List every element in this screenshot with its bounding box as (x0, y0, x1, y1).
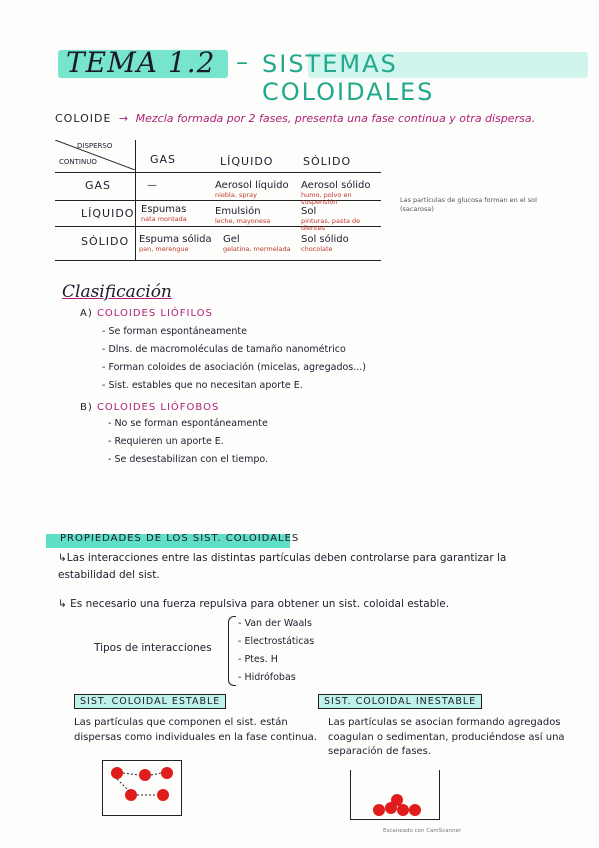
corner-continuo: CONTINUO (59, 158, 97, 166)
stable-diagram (102, 760, 182, 816)
liofilos-heading: A) COLOIDES LIÓFILOS (80, 308, 213, 319)
particle (397, 804, 409, 816)
stable-text: Las partículas que componen el sist. están dispersas como individuales en la fase continua. (74, 717, 317, 743)
list-item: - Forman coloides de asociación (micelas, agregados...) (102, 362, 367, 373)
table-cell: Emulsión leche, mayonesa (215, 206, 271, 225)
properties-paragraph-1: ↳Las interacciones entre las distintas partículas deben controlarse para garantizar la estabilidad del sist. (58, 552, 507, 581)
definition (55, 112, 535, 125)
list-item: - Dlns. de macromoléculas de tamaño nanométrico (102, 344, 346, 355)
list-item: - Van der Waals (238, 618, 312, 629)
row-label-liquido: LÍQUIDO (81, 207, 135, 220)
unstable-title: SIST. COLOIDAL INESTABLE (318, 694, 482, 709)
row-label-gas: GAS (85, 179, 112, 192)
colloid-table (55, 140, 381, 262)
definition-term: COLOIDE (55, 112, 112, 125)
definition-text: Mezcla formada por 2 fases, presenta una fase continua y otra dispersa. (135, 112, 536, 125)
list-item: - Electrostáticas (238, 636, 315, 647)
liofobos-heading: B) COLOIDES LIÓFOBOS (80, 402, 220, 413)
particle (373, 804, 385, 816)
table-header-rule (55, 172, 381, 173)
arrow-icon: → (118, 112, 129, 125)
table-bottom-rule (55, 260, 381, 261)
stable-title: SIST. COLOIDAL ESTABLE (74, 694, 226, 709)
corner-disperso: DISPERSO (77, 142, 113, 150)
title (58, 40, 578, 106)
list-item: - Hidrófobas (238, 672, 296, 683)
unstable-diagram (350, 770, 440, 820)
list-item: - Requieren un aporte E. (108, 436, 224, 447)
table-cell: Aerosol sólido humo, polvo en suspensión (301, 180, 371, 206)
table-cell: — (147, 180, 157, 191)
particle-links (103, 761, 183, 817)
col-header-solido: SÓLIDO (303, 155, 352, 168)
particle (409, 804, 421, 816)
brace (228, 616, 236, 686)
table-cell: Gel gelatina, mermelada (223, 234, 291, 253)
particle (391, 794, 403, 806)
table-cell: Sol pinturas, pasta de dientes (301, 206, 361, 232)
table-col-rule (135, 140, 136, 260)
title-subject: SISTEMAS COLOIDALES (262, 50, 435, 106)
table-cell: Aerosol líquido niebla, spray (215, 180, 289, 199)
list-item: - Ptes. H (238, 654, 278, 665)
col-header-liquido: LÍQUIDO (220, 155, 274, 168)
table-cell: Sol sólido chocolate (301, 234, 349, 253)
list-item: - No se forman espontáneamente (108, 418, 268, 429)
unstable-text: Las partículas se asocian formando agregados coagulan o sedimentan, produciéndose así una separación de fases. (328, 717, 565, 757)
list-item: - Se desestabilizan con el tiempo. (108, 454, 269, 465)
title-topic: TEMA 1.2 (66, 46, 216, 79)
list-item: - Sist. estables que no necesitan aporte E. (102, 380, 303, 391)
title-dash: – (236, 48, 248, 76)
properties-title: PROPIEDADES DE LOS SIST. COLOIDALES (60, 533, 300, 544)
types-label: Tipos de interacciones (94, 642, 212, 654)
list-item: - Se forman espontáneamente (102, 326, 247, 337)
side-note: Las partículas de glucosa forman en el sol (sacarosa) (400, 196, 537, 214)
table-cell: Espumas nata montada (141, 204, 187, 223)
properties-paragraph-2: ↳ Es necesario una fuerza repulsiva para obtener un sist. coloidal estable. (58, 598, 450, 610)
row-label-solido: SÓLIDO (81, 235, 130, 248)
scanner-watermark: Escaneado con CamScanner (383, 828, 462, 834)
table-cell: Espuma sólida pan, merengue (139, 234, 212, 253)
classification-title: Clasificación (62, 282, 172, 302)
col-header-gas: GAS (150, 153, 177, 166)
